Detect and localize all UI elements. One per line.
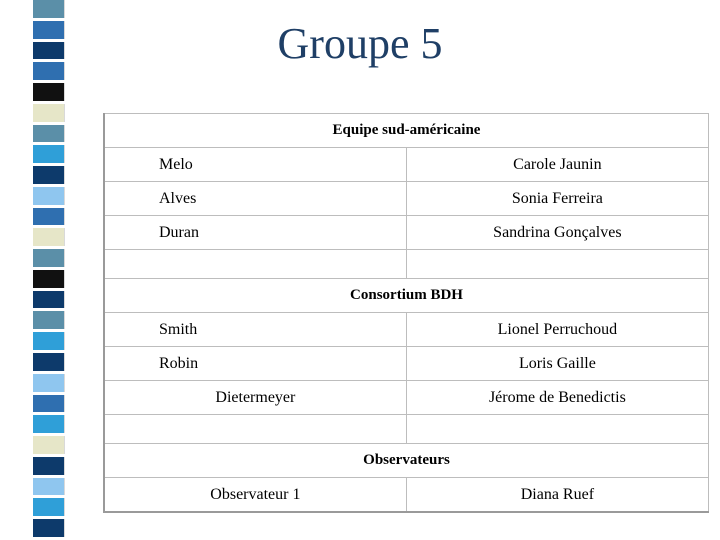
country-name-cell: Dietermeyer bbox=[104, 381, 406, 415]
person-name-cell: Loris Gaille bbox=[406, 347, 708, 381]
group-roster-table bbox=[103, 113, 709, 513]
country-name-cell: Alves bbox=[104, 182, 406, 216]
table-row bbox=[104, 313, 709, 347]
table-row bbox=[104, 347, 709, 381]
decorative-sidebar bbox=[33, 0, 65, 540]
section-header-sud: Equipe sud-américaine bbox=[104, 114, 709, 148]
table-row bbox=[104, 381, 709, 415]
decorative-square bbox=[33, 0, 65, 18]
empty-cell bbox=[406, 250, 708, 279]
section-header-row bbox=[104, 114, 709, 148]
person-name-cell: Jérome de Benedictis bbox=[406, 381, 708, 415]
decorative-square bbox=[33, 395, 65, 413]
decorative-square bbox=[33, 374, 65, 392]
decorative-square bbox=[33, 104, 65, 122]
decorative-square bbox=[33, 249, 65, 267]
person-name-cell: Sonia Ferreira bbox=[406, 182, 708, 216]
decorative-square bbox=[33, 291, 65, 309]
decorative-square bbox=[33, 498, 65, 516]
empty-row bbox=[104, 415, 709, 444]
decorative-square bbox=[33, 519, 65, 537]
empty-cell bbox=[104, 415, 406, 444]
decorative-square bbox=[33, 457, 65, 475]
person-name-cell: Diana Ruef bbox=[406, 478, 708, 513]
section-header-row bbox=[104, 279, 709, 313]
decorative-square bbox=[33, 187, 65, 205]
table-row bbox=[104, 478, 709, 513]
person-name-cell: Sandrina Gonçalves bbox=[406, 216, 708, 250]
decorative-square bbox=[33, 332, 65, 350]
section-header-row bbox=[104, 444, 709, 478]
section-header-bdh: Consortium BDH bbox=[104, 279, 709, 313]
person-name-cell: Carole Jaunin bbox=[406, 148, 708, 182]
empty-row bbox=[104, 250, 709, 279]
decorative-square bbox=[33, 478, 65, 496]
country-name-cell: Duran bbox=[104, 216, 406, 250]
section-header-obs: Observateurs bbox=[104, 444, 709, 478]
country-name-cell: Melo bbox=[104, 148, 406, 182]
table-row bbox=[104, 148, 709, 182]
table-row bbox=[104, 182, 709, 216]
decorative-square bbox=[33, 83, 65, 101]
decorative-square bbox=[33, 270, 65, 288]
country-name-cell: Robin bbox=[104, 347, 406, 381]
empty-cell bbox=[104, 250, 406, 279]
decorative-square bbox=[33, 145, 65, 163]
decorative-square bbox=[33, 228, 65, 246]
decorative-square bbox=[33, 208, 65, 226]
decorative-square bbox=[33, 311, 65, 329]
person-name-cell: Lionel Perruchoud bbox=[406, 313, 708, 347]
decorative-square bbox=[33, 436, 65, 454]
decorative-square bbox=[33, 125, 65, 143]
page-title: Groupe 5 bbox=[277, 19, 443, 68]
observer-name-cell: Observateur 1 bbox=[104, 478, 406, 513]
country-name-cell: Smith bbox=[104, 313, 406, 347]
decorative-square bbox=[33, 166, 65, 184]
decorative-square bbox=[33, 415, 65, 433]
table-row bbox=[104, 216, 709, 250]
empty-cell bbox=[406, 415, 708, 444]
decorative-square bbox=[33, 353, 65, 371]
